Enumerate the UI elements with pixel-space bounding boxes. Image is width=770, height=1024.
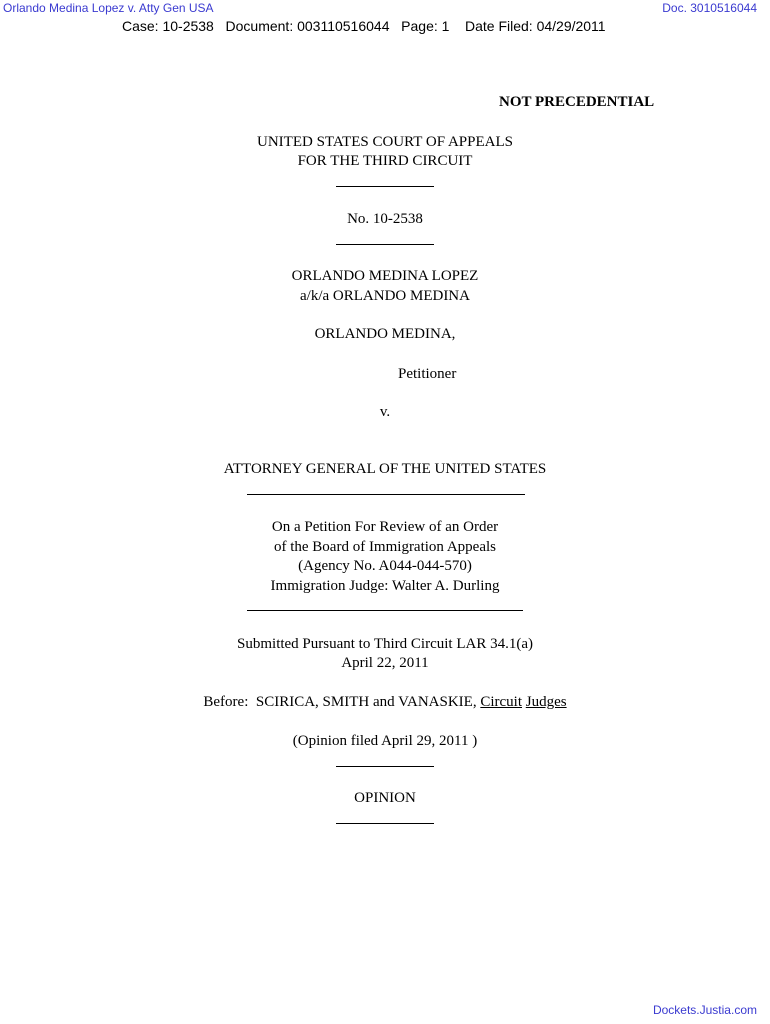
divider [247, 610, 523, 611]
divider [336, 823, 434, 824]
opinion-filed: (Opinion filed April 29, 2011 ) [292, 733, 478, 749]
petition-line: of the Board of Immigration Appeals [273, 539, 497, 555]
court-name-line2: FOR THE THIRD CIRCUIT [297, 153, 473, 169]
petition-line: On a Petition For Review of an Order [271, 519, 499, 535]
versus: v. [379, 404, 391, 420]
precedential-status: NOT PRECEDENTIAL [499, 94, 655, 110]
submitted-line: Submitted Pursuant to Third Circuit LAR 34.1(a) [237, 636, 533, 652]
respondent: ATTORNEY GENERAL OF THE UNITED STATES [223, 461, 547, 477]
circuit-word: Circuit [480, 694, 523, 710]
party-alias: a/k/a ORLANDO MEDINA [300, 288, 470, 304]
filing-info: Case: 10-2538 Document: 003110516044 Page: 1 Date Filed: 04/29/2011 [122, 18, 606, 34]
court-name-line1: UNITED STATES COURT OF APPEALS [257, 134, 513, 150]
case-number: No. 10-2538 [347, 211, 423, 227]
party-name-alt: ORLANDO MEDINA, [314, 326, 456, 342]
panel-judges [0, 694, 770, 711]
divider [247, 494, 525, 495]
immigration-judge: Immigration Judge: Walter A. Durling [270, 578, 500, 594]
party-role: Petitioner [398, 366, 457, 382]
case-title-link[interactable]: Orlando Medina Lopez v. Atty Gen USA [3, 1, 214, 15]
opinion-heading: OPINION [354, 790, 416, 806]
divider [336, 244, 434, 245]
panel-judges-prefix: Before: SCIRICA, SMITH and VANASKIE, [203, 694, 481, 710]
justia-link[interactable]: Dockets.Justia.com [652, 1003, 757, 1017]
submitted-date: April 22, 2011 [341, 655, 429, 671]
divider [336, 186, 434, 187]
divider [336, 766, 434, 767]
agency-number: (Agency No. A044-044-570) [298, 558, 472, 574]
judges-word: Judges [525, 694, 567, 710]
party-name: ORLANDO MEDINA LOPEZ [291, 268, 479, 284]
document-link[interactable]: Doc. 3010516044 [662, 1, 757, 15]
